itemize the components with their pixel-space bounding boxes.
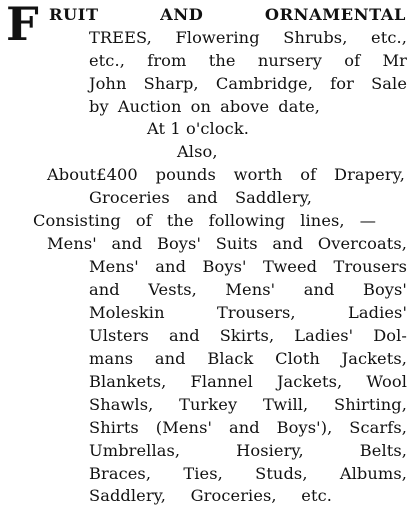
ad-line-3: etc., from the nursery of Mr — [89, 51, 407, 70]
ad-line-7: Also, — [177, 142, 218, 161]
ad-line-21: Braces, Ties, Studs, Albums, — [89, 464, 407, 483]
ad-line-1: RUIT AND ORNAMENTAL — [49, 5, 406, 24]
ad-line-14: Moleskin Trousers, Ladies' — [89, 303, 407, 322]
ad-line-8: About£400 pounds worth of Drapery, — [47, 165, 405, 184]
ad-line-9: Groceries and Saddlery, — [89, 188, 312, 207]
ad-line-10: Consisting of the following lines, — — [33, 211, 376, 230]
ad-line-13: and Vests, Mens' and Boys' — [89, 280, 407, 299]
ad-line-17: Blankets, Flannel Jackets, Wool — [89, 372, 407, 391]
drop-cap-letter: F — [6, 0, 39, 51]
ad-line-18: Shawls, Turkey Twill, Shirting, — [89, 395, 407, 414]
ad-line-22: Saddlery, Groceries, etc. — [89, 486, 332, 505]
ad-line-15: Ulsters and Skirts, Ladies' Dol- — [89, 326, 407, 345]
ad-line-11: Mens' and Boys' Suits and Overcoats, — [47, 234, 407, 253]
ad-line-19: Shirts (Mens' and Boys'), Scarfs, — [89, 418, 407, 437]
ad-line-2: TREES, Flowering Shrubs, etc., — [89, 28, 407, 47]
ad-line-20: Umbrellas, Hosiery, Belts, — [89, 441, 407, 460]
ad-line-6: At 1 o'clock. — [147, 119, 250, 138]
ad-line-4: John Sharp, Cambridge, for Sale — [89, 74, 407, 93]
ad-line-16: mans and Black Cloth Jackets, — [89, 349, 407, 368]
ad-line-5: by Auction on above date, — [89, 97, 320, 116]
ad-line-12: Mens' and Boys' Tweed Trousers — [89, 257, 407, 276]
